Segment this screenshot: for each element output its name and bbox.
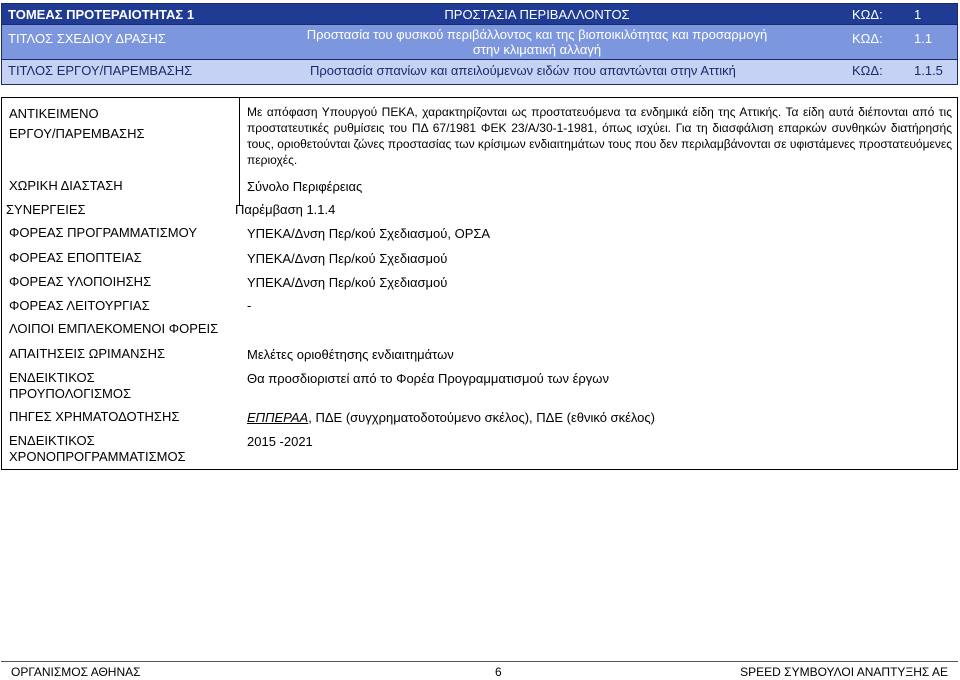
header-row-sector bbox=[1, 3, 958, 25]
project-details-table bbox=[1, 97, 958, 470]
budget-label bbox=[9, 370, 131, 402]
supervision-label: ΦΟΡΕΑΣ ΕΠΟΠΤΕΙΑΣ bbox=[9, 250, 142, 265]
schedule-label-line1: ΕΝΔΕΙΚΤΙΚΟΣ bbox=[9, 433, 95, 448]
synergies-label: ΣΥΝΕΡΓΕΙΕΣ bbox=[6, 202, 86, 217]
funding-rest: , ΠΔΕ (συγχρηματοδοτούμενο σκέλος), ΠΔΕ (εθνικό σκέλος) bbox=[308, 410, 656, 425]
implementation-value: ΥΠΕΚΑ/Δνση Περ/κού Σχεδιασμού bbox=[247, 275, 448, 290]
action-plan-code-value: 1.1 bbox=[914, 31, 933, 46]
footer-organization: ΟΡΓΑΝΙΣΜΟΣ ΑΘΗΝΑΣ bbox=[11, 665, 141, 679]
schedule-value: 2015 -2021 bbox=[247, 434, 313, 449]
header-row-project bbox=[1, 60, 958, 85]
object-label-line2: ΕΡΓΟΥ/ΠΑΡΕΜΒΑΣΗΣ bbox=[9, 126, 145, 141]
funding-eperaa: ΕΠΠΕΡΑΑ bbox=[247, 410, 309, 425]
project-code-label: ΚΩΔ: bbox=[852, 63, 883, 78]
page-number: 6 bbox=[495, 665, 502, 679]
planning-value: ΥΠΕΚΑ/Δνση Περ/κού Σχεδιασμού, ΟΡΣΑ bbox=[247, 226, 491, 241]
sector-label: ΤΟΜΕΑΣ ΠΡΟΤΕΡΑΙΟΤΗΤΑΣ 1 bbox=[8, 7, 195, 22]
funding-value bbox=[247, 410, 655, 426]
operation-value: - bbox=[247, 298, 252, 313]
project-title: Προστασία σπανίων και απειλούμενων ειδών που απαντώνται στην Αττική bbox=[310, 63, 736, 78]
action-plan-title-line1: Προστασία του φυσικού περιβάλλοντος και της βιοποικιλότητας και προσαρμογή bbox=[306, 27, 768, 42]
action-plan-title bbox=[252, 27, 822, 57]
object-description: Με απόφαση Υπουργού ΠΕΚΑ, χαρακτηρίζονται ως προστατευόμενα τα ενδημικά είδη της Αττικής. Τα είδη αυτά διέπονται από τις προστατευτικές ρυθμίσεις του ΠΔ 67/1981 ΦΕΚ 23/Α/30-1-1981, όπως ισχύει. Για τη διασφάλιση επαρκών συνθηκών διατήρησής τους, οριοθετούνται ζώνες προστασίας των κρίσιμων ενδιαιτημάτων τους που δεν περιλαμβάνονται σε υφιστάμενες προστατευόμενες περιοχές. bbox=[247, 105, 952, 167]
operation-label: ΦΟΡΕΑΣ ΛΕΙΤΟΥΡΓΙΑΣ bbox=[9, 298, 150, 313]
synergies-value: Παρέμβαση 1.1.4 bbox=[235, 202, 336, 217]
sector-code-label: ΚΩΔ: bbox=[852, 7, 883, 22]
page-footer bbox=[1, 661, 958, 679]
footer-consultant: SPEED ΣΥΜΒΟΥΛΟΙ ΑΝΑΠΤΥΞΗΣ ΑΕ bbox=[740, 665, 948, 679]
schedule-label-line2: ΧΡΟΝΟΠΡΟΓΡΑΜΜΑΤΙΣΜΟΣ bbox=[9, 449, 186, 464]
project-label: ΤΙΤΛΟΣ ΕΡΓΟΥ/ΠΑΡΕΜΒΑΣΗΣ bbox=[8, 63, 193, 78]
object-label-line1: ΑΝΤΙΚΕΙΜΕΝΟ bbox=[9, 106, 99, 121]
schedule-label bbox=[9, 433, 186, 465]
supervision-value: ΥΠΕΚΑ/Δνση Περ/κού Σχεδιασμού bbox=[247, 251, 448, 266]
header-row-action-plan bbox=[1, 25, 958, 60]
project-code-value: 1.1.5 bbox=[914, 63, 943, 78]
action-plan-label: ΤΙΤΛΟΣ ΣΧΕΔΙΟΥ ΔΡΑΣΗΣ bbox=[8, 31, 166, 46]
spatial-label: ΧΩΡΙΚΗ ΔΙΑΣΤΑΣΗ bbox=[9, 178, 123, 193]
budget-label-line1: ΕΝΔΕΙΚΤΙΚΟΣ bbox=[9, 370, 95, 385]
action-plan-title-line2: στην κλιματική αλλαγή bbox=[472, 42, 602, 57]
other-bodies-label: ΛΟΙΠΟΙ ΕΜΠΛΕΚΟΜΕΝΟΙ ΦΟΡΕΙΣ bbox=[9, 321, 219, 336]
budget-value: Θα προσδιοριστεί από το Φορέα Προγραμματισμού των έργων bbox=[247, 371, 609, 386]
maturity-value: Μελέτες οριοθέτησης ενδιαιτημάτων bbox=[247, 347, 454, 362]
budget-label-line2: ΠΡΟΥΠΟΛΟΓΙΣΜΟΣ bbox=[9, 386, 131, 401]
object-label bbox=[9, 106, 145, 142]
funding-label: ΠΗΓΕΣ ΧΡΗΜΑΤΟΔΟΤΗΣΗΣ bbox=[9, 409, 180, 424]
column-divider bbox=[239, 98, 240, 206]
spatial-value: Σύνολο Περιφέρειας bbox=[247, 179, 363, 194]
sector-code-value: 1 bbox=[914, 7, 922, 22]
implementation-label: ΦΟΡΕΑΣ ΥΛΟΠΟΙΗΣΗΣ bbox=[9, 274, 152, 289]
planning-label: ΦΟΡΕΑΣ ΠΡΟΓΡΑΜΜΑΤΙΣΜΟΥ bbox=[9, 225, 197, 240]
action-plan-code-label: ΚΩΔ: bbox=[852, 31, 883, 46]
maturity-label: ΑΠΑΙΤΗΣΕΙΣ ΩΡΙΜΑΝΣΗΣ bbox=[9, 346, 165, 361]
sector-title: ΠΡΟΣΤΑΣΙΑ ΠΕΡΙΒΑΛΛΟΝΤΟΣ bbox=[444, 7, 630, 22]
